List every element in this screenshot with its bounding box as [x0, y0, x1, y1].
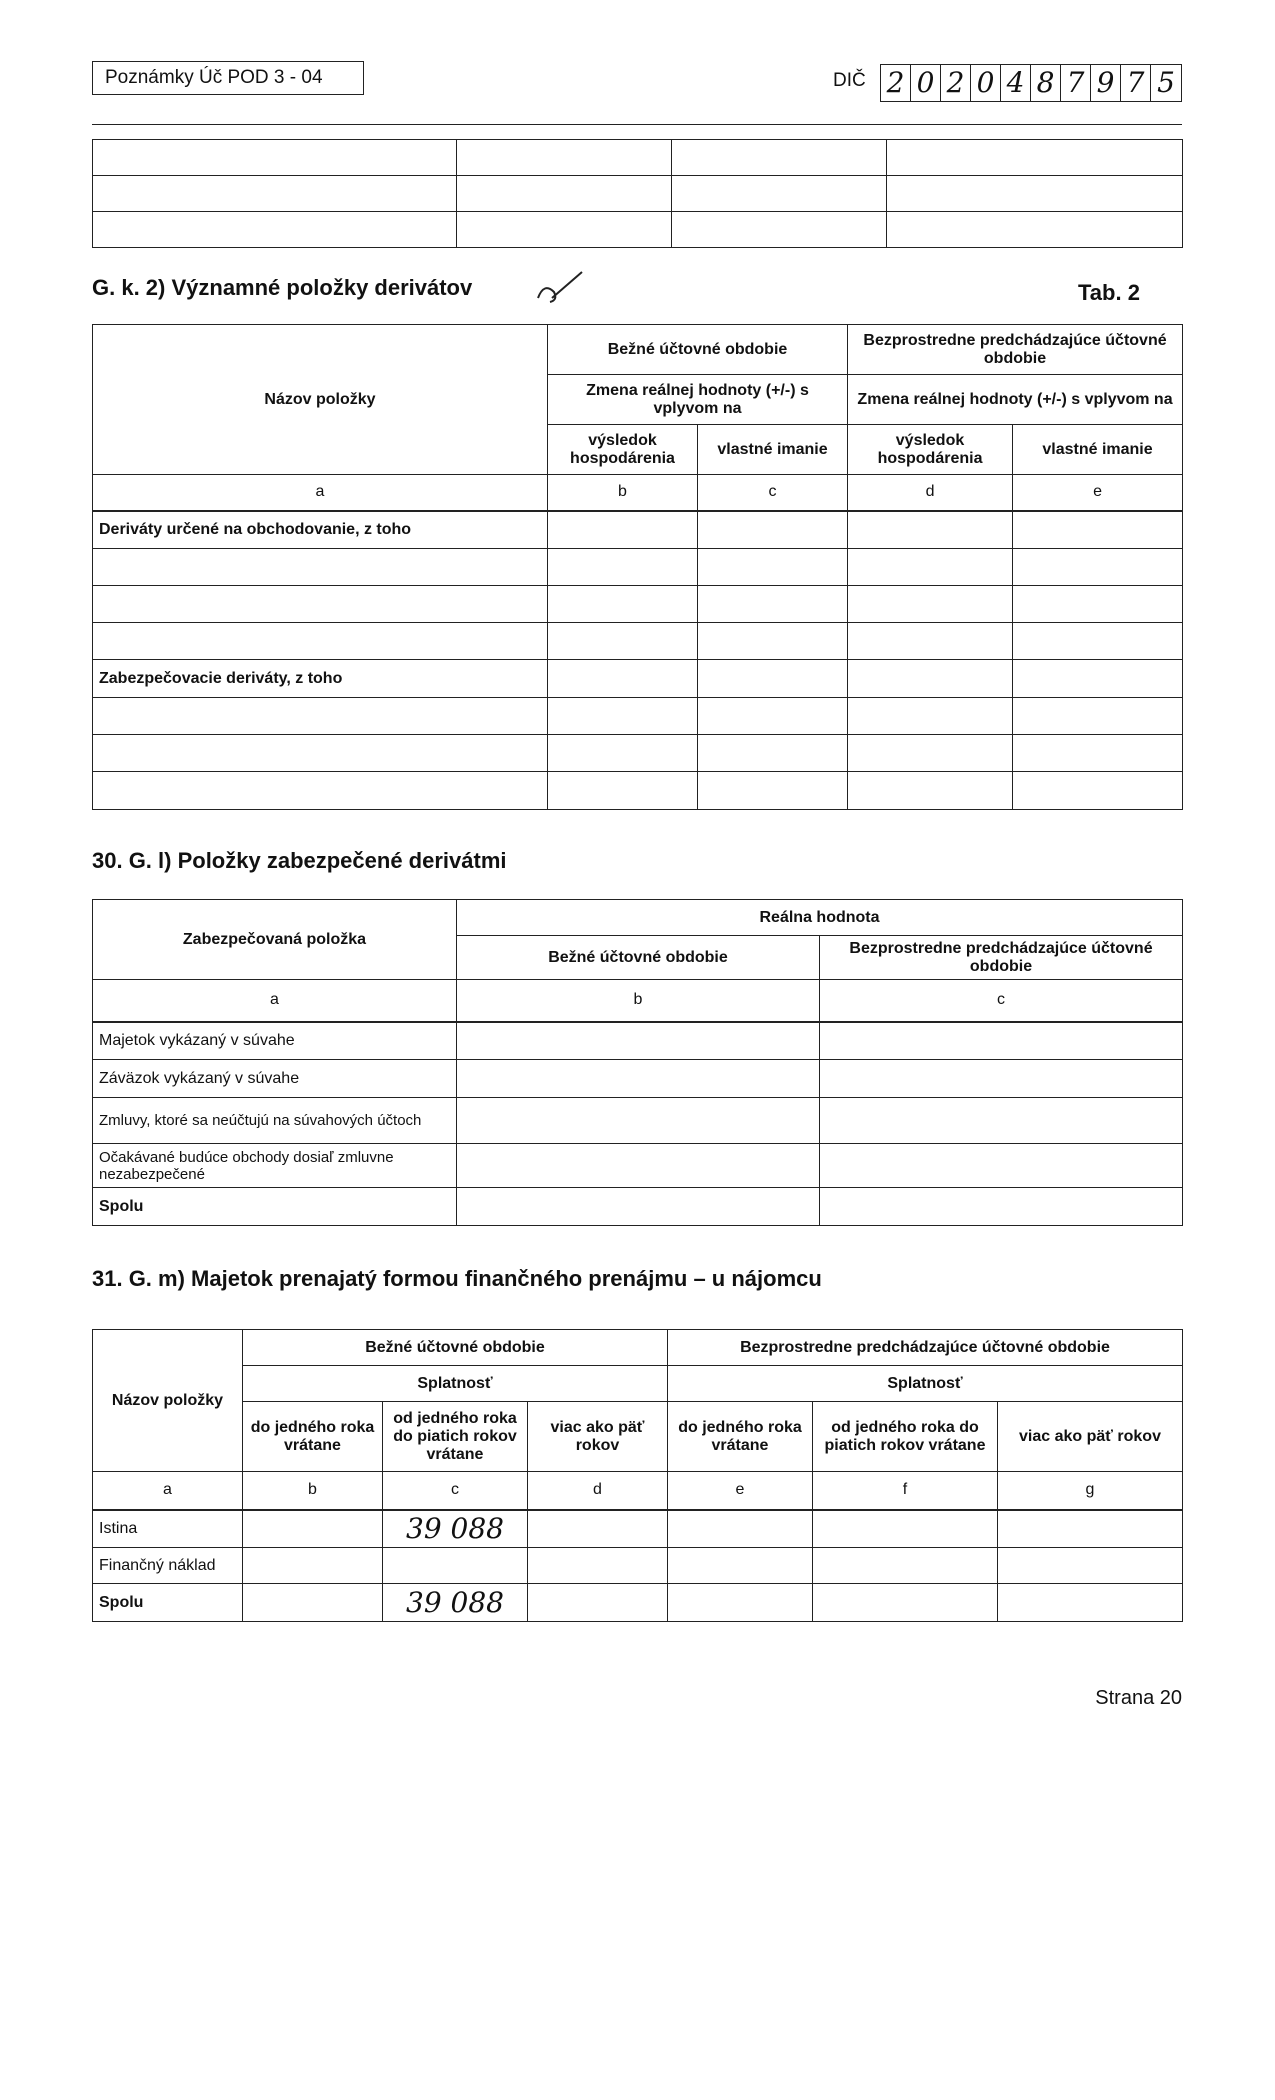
- dic-digit: 0: [911, 65, 941, 101]
- col-maturity-current: Splatnosť: [243, 1366, 668, 1402]
- data-cell: [848, 698, 1013, 735]
- col-letter: f: [813, 1472, 998, 1510]
- data-cell: [548, 511, 698, 549]
- data-cell: [1013, 549, 1183, 586]
- data-cell: [548, 698, 698, 735]
- empty-cell: [672, 140, 887, 176]
- col-prev: Bezprostredne predchádzajúce účtovné obdobie: [820, 936, 1183, 980]
- col-letter: d: [848, 475, 1013, 511]
- data-cell: [528, 1548, 668, 1584]
- data-cell: [548, 772, 698, 810]
- data-cell: [548, 735, 698, 772]
- dic-digit: 5: [1157, 66, 1175, 99]
- col-letter: b: [243, 1472, 383, 1510]
- section-31-title: 31. G. m) Majetok prenajatý formou finančného prenájmu – u nájomcu: [92, 1266, 822, 1291]
- data-cell: [243, 1584, 383, 1622]
- col-current: Bežné účtovné obdobie: [457, 936, 820, 980]
- data-cell: [1013, 772, 1183, 810]
- data-cell: [548, 623, 698, 660]
- continuation-table: [92, 139, 1183, 248]
- data-cell: [998, 1548, 1183, 1584]
- hedged-items-table: [92, 899, 1183, 1226]
- data-cell: [1013, 660, 1183, 698]
- data-cell: [457, 1188, 820, 1226]
- data-cell: [93, 549, 548, 586]
- data-cell: [813, 1584, 998, 1622]
- col-letter: e: [668, 1472, 813, 1510]
- data-cell: [528, 1584, 668, 1622]
- data-cell: [848, 735, 1013, 772]
- data-cell: [548, 549, 698, 586]
- handwritten-value: 39 088: [383, 1584, 528, 1622]
- handwritten-mark-icon: [530, 268, 590, 308]
- row-label: Zmluvy, ktoré sa neúčtujú na súvahových účtoch: [93, 1098, 457, 1144]
- data-cell: [848, 772, 1013, 810]
- page-number: Strana 20: [1095, 1687, 1182, 1709]
- data-cell: [1013, 735, 1183, 772]
- data-cell: [668, 1510, 813, 1548]
- col-over5: viac ako päť rokov: [528, 1402, 668, 1472]
- data-cell: [698, 660, 848, 698]
- col-current: Bežné účtovné obdobie: [548, 325, 848, 375]
- data-cell: [93, 623, 548, 660]
- data-cell: [698, 586, 848, 623]
- data-cell: [668, 1584, 813, 1622]
- dic-digit: 7: [1121, 65, 1151, 101]
- dic-digit: 0: [971, 65, 1001, 101]
- col-result-prev: výsledok hospodárenia: [848, 425, 1013, 475]
- empty-cell: [93, 140, 457, 176]
- data-cell: [820, 1098, 1183, 1144]
- col-letter: a: [93, 1472, 243, 1510]
- data-cell: [93, 772, 548, 810]
- col-1to5: od jedného roka do piatich rokov vrátane: [383, 1402, 528, 1472]
- derivatives-table: [92, 324, 1183, 810]
- col-letter: b: [548, 475, 698, 511]
- col-current: Bežné účtovné obdobie: [243, 1330, 668, 1366]
- empty-cell: [457, 212, 672, 248]
- col-letter: b: [457, 980, 820, 1022]
- col-upto1: do jedného roka vrátane: [243, 1402, 383, 1472]
- empty-cell: [457, 176, 672, 212]
- empty-cell: [887, 176, 1183, 212]
- row-label: Finančný náklad: [93, 1548, 243, 1584]
- tab-label: Tab. 2: [1078, 280, 1140, 305]
- empty-cell: [887, 140, 1183, 176]
- col-letter: c: [698, 475, 848, 511]
- data-cell: [820, 1022, 1183, 1060]
- data-cell: [1013, 698, 1183, 735]
- data-cell: [698, 623, 848, 660]
- form-label: Poznámky Úč POD 3 - 04: [92, 61, 364, 95]
- col-letter: a: [93, 980, 457, 1022]
- data-cell: [848, 511, 1013, 549]
- data-cell: [93, 586, 548, 623]
- data-cell: [93, 735, 548, 772]
- row-label: Majetok vykázaný v súvahe: [93, 1022, 457, 1060]
- row-label-total: Spolu: [93, 1188, 457, 1226]
- data-cell: [813, 1548, 998, 1584]
- row-label-hedging: Zabezpečovacie deriváty, z toho: [93, 660, 548, 698]
- col-name: Názov položky: [93, 1330, 243, 1472]
- col-fair-value: Reálna hodnota: [457, 900, 1183, 936]
- col-over5: viac ako päť rokov: [998, 1402, 1183, 1472]
- data-cell: [243, 1548, 383, 1584]
- data-cell: [698, 772, 848, 810]
- finance-lease-table: [92, 1329, 1183, 1622]
- data-cell: [93, 698, 548, 735]
- data-cell: [243, 1510, 383, 1548]
- empty-cell: [672, 212, 887, 248]
- col-prev: Bezprostredne predchádzajúce účtovné obdobie: [668, 1330, 1183, 1366]
- section-30-title: 30. G. l) Položky zabezpečené derivátmi: [92, 848, 507, 873]
- col-change-current: Zmena reálnej hodnoty (+/-) s vplyvom na: [548, 375, 848, 425]
- dic-digit: 4: [1001, 65, 1031, 101]
- data-cell: [698, 698, 848, 735]
- data-cell: [698, 735, 848, 772]
- dic-digit: 8: [1031, 65, 1061, 101]
- dic-digit: 2: [881, 65, 911, 101]
- data-cell: [820, 1144, 1183, 1188]
- col-item: Zabezpečovaná položka: [93, 900, 457, 980]
- dic-digit: 2: [941, 65, 971, 101]
- empty-cell: [93, 176, 457, 212]
- data-cell: [820, 1060, 1183, 1098]
- data-cell: [848, 623, 1013, 660]
- empty-cell: [672, 176, 887, 212]
- col-name: Názov položky: [93, 325, 548, 475]
- col-prev: Bezprostredne predchádzajúce účtovné obdobie: [848, 325, 1183, 375]
- empty-cell: [93, 212, 457, 248]
- data-cell: [668, 1548, 813, 1584]
- row-label: Záväzok vykázaný v súvahe: [93, 1060, 457, 1098]
- col-letter: c: [383, 1472, 528, 1510]
- data-cell: [998, 1584, 1183, 1622]
- col-letter: e: [1013, 475, 1183, 511]
- data-cell: [457, 1022, 820, 1060]
- col-change-prev: Zmena reálnej hodnoty (+/-) s vplyvom na: [848, 375, 1183, 425]
- row-label: Istina: [93, 1510, 243, 1548]
- col-equity-current: vlastné imanie: [698, 425, 848, 475]
- empty-cell: [887, 212, 1183, 248]
- data-cell: [457, 1060, 820, 1098]
- data-cell: [548, 586, 698, 623]
- col-letter: g: [998, 1472, 1183, 1510]
- col-letter: d: [528, 1472, 668, 1510]
- data-cell: [1013, 623, 1183, 660]
- data-cell: [813, 1510, 998, 1548]
- data-cell: [998, 1510, 1183, 1548]
- data-cell: [548, 660, 698, 698]
- data-cell: [698, 549, 848, 586]
- header-divider: [92, 124, 1182, 125]
- empty-cell: [457, 140, 672, 176]
- data-cell: [1013, 586, 1183, 623]
- handwritten-value: [383, 1548, 528, 1584]
- row-label-trading: Deriváty určené na obchodovanie, z toho: [93, 511, 548, 549]
- data-cell: [698, 511, 848, 549]
- row-label: Očakávané budúce obchody dosiaľ zmluvne nezabezpečené: [93, 1144, 457, 1188]
- dic-field: [880, 64, 1182, 102]
- data-cell: [457, 1144, 820, 1188]
- data-cell: [820, 1188, 1183, 1226]
- data-cell: [848, 549, 1013, 586]
- handwritten-value: 39 088: [383, 1510, 528, 1548]
- data-cell: [457, 1098, 820, 1144]
- col-result-current: výsledok hospodárenia: [548, 425, 698, 475]
- col-maturity-prev: Splatnosť: [668, 1366, 1183, 1402]
- col-upto1: do jedného roka vrátane: [668, 1402, 813, 1472]
- data-cell: [848, 586, 1013, 623]
- dic-label: DIČ: [833, 70, 866, 91]
- col-equity-prev: vlastné imanie: [1013, 425, 1183, 475]
- dic-digit: 9: [1091, 65, 1121, 101]
- col-letter: c: [820, 980, 1183, 1022]
- row-label-total: Spolu: [93, 1584, 243, 1622]
- data-cell: [528, 1510, 668, 1548]
- section-gk2-title: G. k. 2) Významné položky derivátov: [92, 275, 473, 300]
- col-letter: a: [93, 475, 548, 511]
- dic-digit: 7: [1061, 65, 1091, 101]
- col-1to5: od jedného roka do piatich rokov vrátane: [813, 1402, 998, 1472]
- data-cell: [1013, 511, 1183, 549]
- data-cell: [848, 660, 1013, 698]
